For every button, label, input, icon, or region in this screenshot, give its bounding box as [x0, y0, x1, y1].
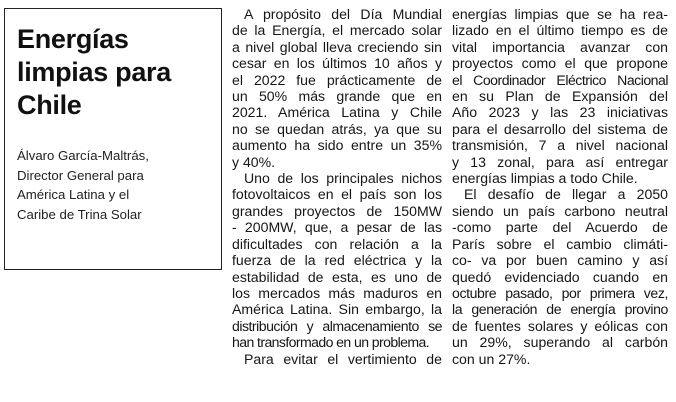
- author-line: Caribe de Trina Solar: [17, 206, 142, 222]
- text-line: a nivel global lleva creciendo sin: [232, 38, 442, 55]
- title-line: Chile: [17, 90, 82, 120]
- article-column-2: [452, 6, 668, 367]
- text-line: un 50% más grande que en: [232, 88, 442, 105]
- text-line: Para evitar el vertimiento de: [244, 350, 442, 367]
- text-line: siendo un país carbono neutral: [452, 202, 668, 219]
- title-line: Energías: [17, 24, 129, 54]
- paragraph: [232, 6, 442, 170]
- article-header-box: [4, 8, 222, 270]
- text-line: energías limpias que se ha rea-: [452, 6, 668, 22]
- text-line: transmisión, 7 a nivel nacional: [452, 137, 668, 154]
- text-line: quedó evidenciado cuando en: [452, 268, 668, 285]
- paragraph: [232, 351, 442, 367]
- article-column-1: [232, 6, 442, 367]
- paragraph: [452, 6, 668, 186]
- text-line: octubre pasado, por primera vez,: [452, 284, 668, 301]
- text-line: los mercados más maduros en: [232, 284, 442, 301]
- text-line: dificultades con relación a la: [232, 235, 442, 252]
- text-line: aumento ha sido entre un 35%: [232, 137, 442, 154]
- text-line: América Latina. Sin embargo, la: [232, 301, 442, 318]
- text-line: para el desarrollo del sistema de: [452, 120, 668, 137]
- text-line: París sobre el cambio climáti-: [452, 235, 668, 252]
- text-line: grandes proyectos de 150MW: [232, 202, 442, 219]
- text-line: 2021. América Latina y Chile: [232, 104, 442, 121]
- text-line: de fuentes solares y eólicas con: [452, 317, 668, 334]
- text-line: estabilidad de esta, es uno de: [232, 268, 442, 285]
- text-line: y 13 zonal, para así entregar: [452, 153, 668, 170]
- text-line: han transformado en un problema.: [232, 334, 430, 351]
- text-line: lizado en el último tiempo es de: [452, 22, 668, 39]
- article-title: [17, 23, 209, 122]
- text-line: distribución y almacenamiento se: [232, 317, 442, 334]
- author-byline: [17, 146, 209, 224]
- text-line: - 200MW, que, a pesar de las: [232, 219, 442, 236]
- text-line: fotovoltaicos en el país son los: [232, 186, 442, 203]
- text-line: y 40%.: [232, 153, 276, 170]
- text-line: A propósito del Día Mundial: [244, 6, 442, 22]
- author-line: América Latina y el: [17, 187, 130, 202]
- text-line: un 29%, superando al carbón: [452, 334, 668, 351]
- text-line: vital importancia avanzar con: [452, 38, 668, 55]
- paragraph: [452, 186, 668, 366]
- text-line: Uno de los principales nichos: [244, 170, 442, 187]
- text-line: no se quedan atrás, ya que su: [232, 120, 442, 137]
- text-line: proyectos como el que propone: [452, 55, 668, 72]
- author-line: Álvaro García-Maltrás,: [17, 148, 149, 163]
- text-line: energías limpias a todo Chile.: [452, 170, 638, 187]
- text-line: Año 2023 y las 23 iniciativas: [452, 104, 668, 121]
- text-line: cesar en los últimos 10 años y: [232, 55, 442, 72]
- text-line: co- va por buen camino y así: [452, 252, 668, 269]
- text-line: el 2022 fue prácticamente de: [232, 71, 442, 88]
- text-line: El desafío de llegar a 2050: [464, 186, 668, 203]
- text-line: de la Energía, el mercado solar: [232, 22, 442, 39]
- paragraph: [232, 170, 442, 350]
- text-line: fuerza de la red eléctrica y la: [232, 252, 442, 269]
- text-line: -como parte del Acuerdo de: [452, 219, 668, 236]
- title-line: limpias para: [17, 57, 171, 87]
- text-line: la generación de energía provino: [452, 301, 668, 318]
- author-line: Director General para: [17, 167, 144, 183]
- text-line: con un 27%.: [452, 350, 531, 367]
- text-line: el Coordinador Eléctrico Nacional: [452, 71, 668, 88]
- text-line: en su Plan de Expansión del: [452, 88, 668, 105]
